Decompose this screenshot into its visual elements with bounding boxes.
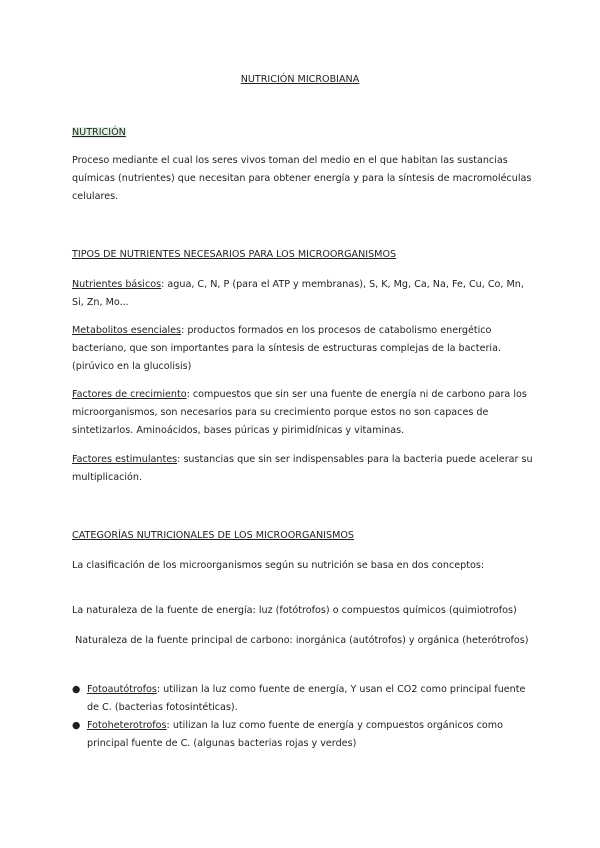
concept-energy-source: La naturaleza de la fuente de energía: luz (fotótrofos) o compuestos químicos (quimiotrofos)	[72, 605, 517, 616]
bullet-list	[72, 681, 534, 753]
nutrient-item	[72, 451, 534, 487]
nutrient-term: Nutrientes básicos	[72, 279, 162, 290]
heading-text: TIPOS DE NUTRIENTES NECESARIOS PARA LOS MICROORGANISMOS	[72, 249, 397, 260]
bullet-icon: ●	[72, 720, 81, 731]
heading-text: CATEGORÍAS NUTRICIONALES DE LOS MICROORGANISMOS	[72, 530, 354, 541]
nutrient-item	[72, 322, 534, 376]
nutricion-paragraph: Proceso mediante el cual los seres vivos toman del medio en el que habitan las sustancias químicas (nutrientes) que necesitan para obtener energía y para la síntesis de macromoléculas celulares.	[72, 155, 532, 202]
nutrient-term: Factores de crecimiento	[72, 389, 187, 400]
section-heading-nutricion	[72, 124, 534, 142]
nutrient-text: : productos formados en los procesos de catabolismo energético bacteriano, que son importantes para la síntesis de estructuras complejas de la bacteria. (pirúvico en la glucolisis)	[72, 325, 502, 372]
nutrient-term: Metabolitos esenciales	[72, 325, 182, 336]
bullet-text: : utilizan la luz como fuente de energía, Y usan el CO2 como principal fuente de C. (bacterias fotosintéticas).	[87, 684, 526, 713]
concept-carbon-source: Naturaleza de la fuente principal de carbono: inorgánica (autótrofos) y orgánica (heterótrofos)	[72, 635, 529, 646]
categorias-intro: La clasificación de los microorganismos según su nutrición se basa en dos conceptos:	[72, 560, 485, 571]
nutrient-text: : sustancias que sin ser indispensables para la bacteria puede acelerar su multiplicación.	[72, 454, 533, 483]
nutrient-text: : agua, C, N, P (para el ATP y membranas), S, K, Mg, Ca, Na, Fe, Cu, Co, Mn, Si, Zn, Mo...	[72, 279, 524, 308]
list-item	[72, 717, 534, 753]
nutrient-term: Factores estimulantes	[72, 454, 178, 465]
document-title: NUTRICIÓN MICROBIANA	[240, 74, 360, 85]
section-heading-tipos	[72, 246, 534, 264]
bullet-term: Fotoautótrofos	[87, 684, 157, 695]
nutrient-text: : compuestos que sin ser una fuente de energía ni de carbono para los microorganismos, son necesarios para su crecimiento porque estos no son capaces de sintetizarlos. Aminoácidos, bases púricas y pirimidínicas y vitaminas.	[72, 389, 527, 436]
nutrient-item	[72, 386, 534, 440]
nutrient-item	[72, 276, 534, 312]
bullet-icon: ●	[72, 684, 81, 695]
section-heading-categorias	[72, 527, 534, 545]
list-item	[72, 681, 534, 717]
bullet-term: Fotoheterotrofos	[87, 720, 167, 731]
bullet-text: : utilizan la luz como fuente de energía y compuestos orgánicos como principal fuente de C. (algunas bacterias rojas y verdes)	[87, 720, 503, 749]
highlighted-heading: NUTRICIÓN	[72, 127, 126, 138]
